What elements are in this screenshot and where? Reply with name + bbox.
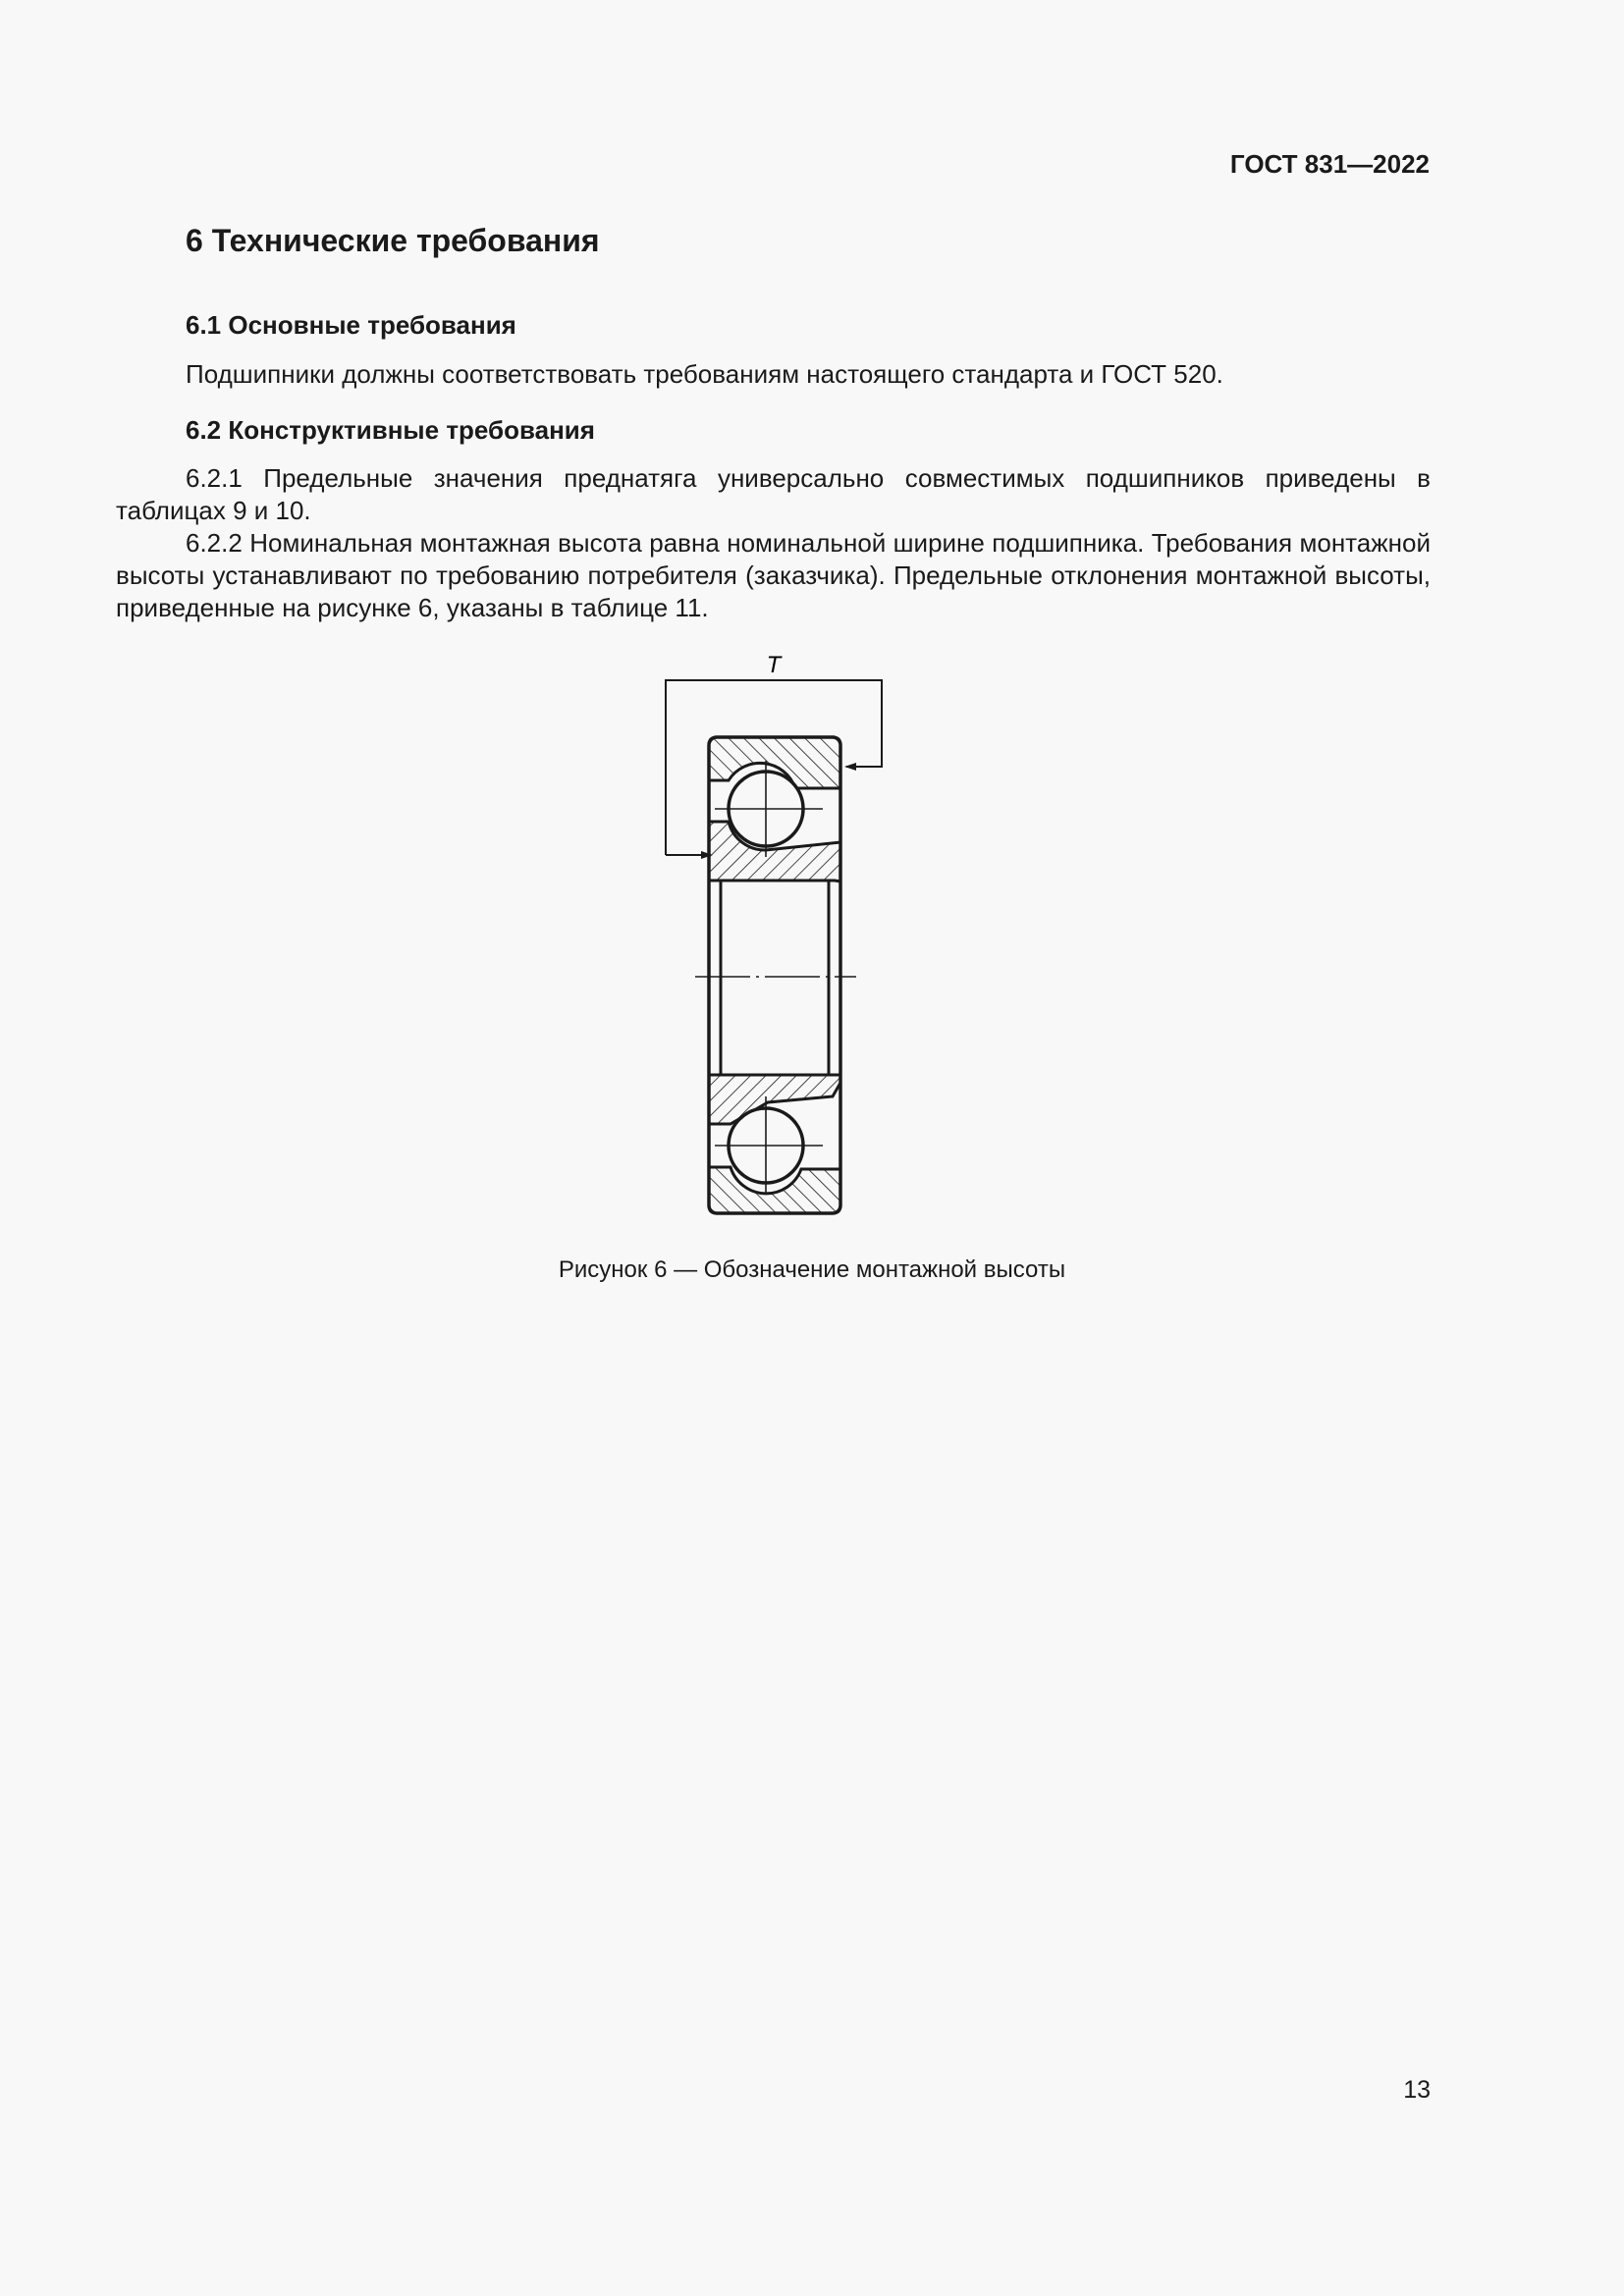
bearing-drawing bbox=[648, 643, 884, 1232]
section-title: 6 Технические требования bbox=[186, 223, 600, 258]
page-number: 13 bbox=[1403, 2076, 1431, 2104]
document-code: ГОСТ 831—2022 bbox=[1229, 149, 1430, 179]
bearing-mounting-height-figure bbox=[648, 643, 884, 1232]
arrowhead-left-icon bbox=[844, 763, 856, 771]
paragraph-6-2-1: 6.2.1 Предельные значения преднатяга универсально совместимых подшипников приведены в таблицах 9 и 10. bbox=[116, 463, 1431, 525]
paragraph-6-1: Подшипники должны соответствовать требованиям настоящего стандарта и ГОСТ 520. bbox=[186, 359, 1223, 389]
figure-caption: Рисунок 6 — Обозначение монтажной высоты bbox=[558, 1256, 1066, 1283]
subsection-title-6-1: 6.1 Основные требования bbox=[186, 310, 516, 340]
dimension-t-label: T bbox=[766, 652, 782, 678]
paragraph-6-2-2: 6.2.2 Номинальная монтажная высота равна номинальной ширине подшипника. Требования монтажной высоты устанавливают по требованию потребителя (заказчика). Предельные отклонения монтажной высоты, приведенные на рисунке 6, указаны в таблице 11. bbox=[116, 528, 1431, 622]
subsection-title-6-2: 6.2 Конструктивные требования bbox=[186, 415, 595, 445]
